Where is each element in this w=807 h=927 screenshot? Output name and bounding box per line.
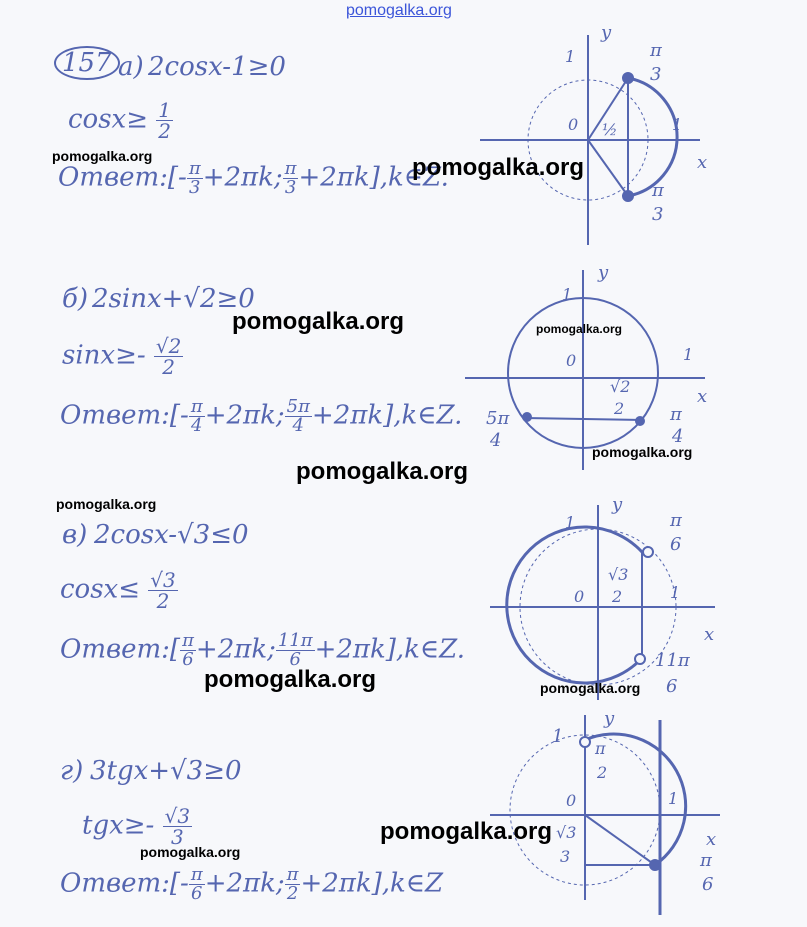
- graph-a-one-right: 1: [672, 115, 683, 134]
- graph-a-one-top: 1: [565, 47, 576, 66]
- graph-d-y-label: y: [604, 708, 615, 729]
- graph-c-mid-num: √3: [608, 565, 629, 584]
- graph-b-origin: 0: [566, 351, 577, 370]
- part-d-inequality: 3tgx+√3≥0: [90, 756, 242, 786]
- part-c-step: cosx≤ $\frac{√3}{2}$: [60, 568, 176, 613]
- graph-b-right-den: 4: [672, 426, 684, 447]
- watermark: pomogalka.org: [592, 444, 693, 460]
- graph-a-origin: 0: [568, 115, 579, 134]
- part-c-inequality: 2cosx-√3≤0: [94, 520, 249, 550]
- part-d-letter: г): [60, 756, 84, 786]
- problem-number: 157: [54, 48, 120, 78]
- graph-b-chord: [525, 418, 640, 420]
- graph-b-one-right: 1: [683, 345, 694, 364]
- graph-a-bot-num: π: [652, 180, 664, 201]
- graph-b-y-label: y: [598, 262, 609, 283]
- watermark: pomogalka.org: [296, 458, 469, 485]
- graph-b-left-den: 4: [490, 430, 502, 451]
- graph-c-top-den: 6: [670, 534, 682, 555]
- graph-d-mid-den: 3: [560, 847, 571, 866]
- graph-a-y-label: y: [601, 22, 612, 43]
- part-a-answer: Ответ:[- $\frac{\pi}{3}$ +2πk; $\frac{\pi}{3}$ +2πk],k∈Z.: [58, 158, 449, 198]
- graph-c-top-num: π: [670, 510, 682, 531]
- part-a-letter: а): [118, 52, 144, 82]
- graph-a-radius-bottom: [588, 140, 628, 196]
- watermark: pomogalka.org: [540, 680, 641, 696]
- graph-d-one-top: 1: [552, 726, 564, 747]
- part-b-letter: б): [62, 284, 89, 314]
- watermark: pomogalka.org: [380, 818, 553, 845]
- graph-a-point-bottom: [623, 191, 633, 201]
- graph-d-top-num: π: [595, 739, 606, 758]
- watermark: pomogalka.org: [56, 496, 157, 512]
- graph-a-top-num: π: [650, 40, 662, 61]
- graph-a-bot-den: 3: [652, 204, 664, 225]
- part-b-answer: Ответ:[- $\frac{\pi}{4}$ +2πk; $\frac{5\pi}{4}$ +2πk],k∈Z.: [60, 396, 463, 436]
- graph-c-x-label: x: [704, 624, 715, 645]
- graph-d-one-right: 1: [668, 789, 679, 808]
- graph-a-x-label: x: [697, 152, 708, 173]
- graph-c-bot-num: 11π: [655, 650, 690, 671]
- watermark: pomogalka.org: [140, 844, 241, 860]
- graph-b-mid-num: √2: [610, 377, 631, 396]
- graph-c-point-bottom: [635, 654, 645, 664]
- watermark: pomogalka.org: [232, 308, 405, 335]
- graph-d-point-top: [580, 737, 590, 747]
- graph-b-right-num: π: [670, 404, 682, 425]
- graph-b-one-top: 1: [562, 285, 573, 304]
- part-d-answer: Ответ:[- $\frac{\pi}{6}$ +2πk; $\frac{\pi}{2}$ +2πk],k∈Z: [60, 864, 444, 904]
- part-a-inequality: 2cosx-1≥0: [148, 52, 286, 82]
- part-a-step: cosx≥ $\frac{1}{2}$: [68, 98, 172, 143]
- graph-d-bot-num: π: [700, 850, 712, 871]
- part-b-inequality: 2sinx+√2≥0: [92, 284, 255, 314]
- watermark: pomogalka.org: [52, 148, 153, 164]
- graph-a-point-top: [623, 73, 633, 83]
- graph-c-origin: 0: [574, 587, 585, 606]
- graph-b-x-label: x: [697, 386, 708, 407]
- graph-d-origin: 0: [566, 791, 577, 810]
- part-c-letter: в): [62, 520, 88, 550]
- graph-b-left-num: 5π: [486, 408, 510, 429]
- graph-d-x-label: x: [706, 829, 717, 850]
- graph-b-point-left: [523, 413, 531, 421]
- graph-a-top-den: 3: [650, 64, 662, 85]
- graph-c-mid-den: 2: [612, 587, 623, 606]
- graph-d-top-den: 2: [597, 763, 608, 782]
- part-d-step: tgx≥- $\frac{√3}{3}$: [82, 804, 191, 849]
- watermark: pomogalka.org: [204, 666, 377, 693]
- part-c-answer: Ответ:[ $\frac{\pi}{6}$ +2πk; $\frac{11\pi}{6}$ +2πk],k∈Z.: [60, 630, 466, 670]
- graph-c-y-label: y: [612, 494, 623, 515]
- graph-c-one-right: 1: [670, 583, 681, 602]
- graph-c-point-top: [643, 547, 653, 557]
- graph-a: [480, 35, 700, 245]
- graph-d-mid-num: √3: [556, 823, 577, 842]
- graph-c-one-top: 1: [565, 513, 576, 532]
- graph-b-mid-den: 2: [614, 399, 625, 418]
- watermark: pomogalka.org: [536, 322, 623, 336]
- graph-a-arc: [628, 78, 677, 196]
- graph-d-ray: [585, 815, 655, 865]
- graph-d-bot-den: 6: [702, 874, 714, 895]
- site-link[interactable]: pomogalka.org: [346, 2, 452, 19]
- graph-d-point-bottom: [650, 860, 660, 870]
- watermark: pomogalka.org: [412, 154, 585, 181]
- graph-c-bot-den: 6: [666, 676, 678, 697]
- graph-b-point-right: [636, 417, 644, 425]
- graph-a-mid: ½: [602, 120, 618, 139]
- part-b-step: sinx≥- $\frac{√2}{2}$: [62, 334, 182, 379]
